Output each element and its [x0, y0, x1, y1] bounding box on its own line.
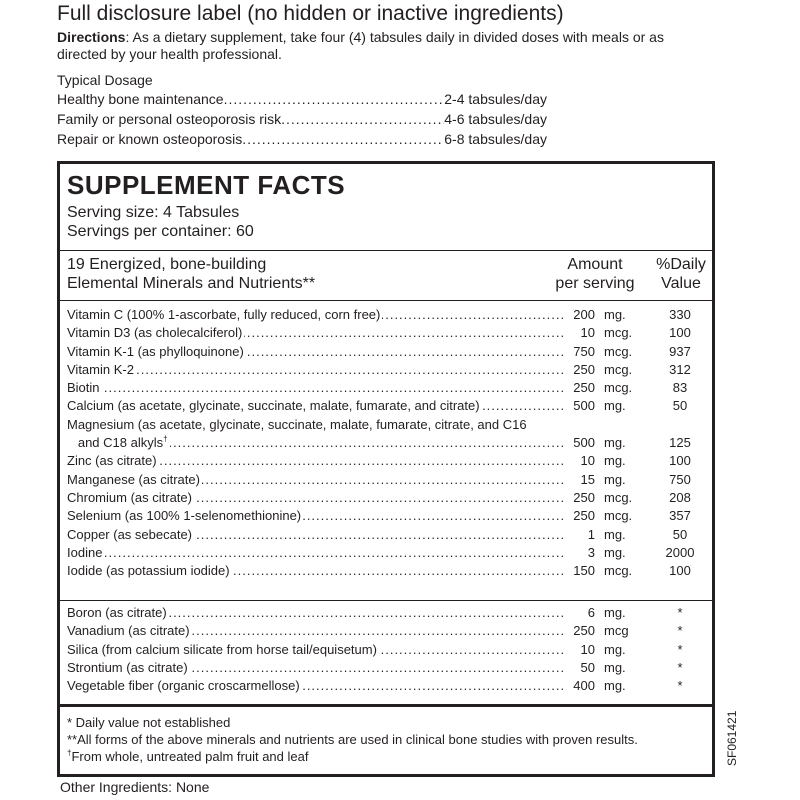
nutrient-row — [67, 677, 707, 695]
nutrient-amount: 250 — [564, 489, 595, 507]
nutrient-row — [67, 489, 707, 507]
nutrient-amount: 500 — [564, 434, 595, 452]
nutrient-row — [67, 452, 707, 470]
nutrient-unit: mg. — [604, 678, 626, 694]
nutrient-amount: 500 — [564, 397, 595, 415]
nutrient-unit: mg. — [604, 641, 626, 657]
nutrient-amount: 6 — [564, 604, 595, 622]
column-header-line: Amount — [567, 256, 623, 273]
nutrient-amount: 10 — [564, 324, 595, 342]
nutrient-unit: mg. — [604, 307, 626, 322]
footnote — [67, 748, 638, 765]
product-code — [725, 636, 745, 766]
divider — [60, 250, 712, 251]
nutrient-daily-value: 750 — [669, 471, 691, 487]
nutrient-daily-value: * — [677, 623, 683, 639]
directions-label: Directions — [57, 29, 126, 45]
nutrient-name: Vitamin K-1 (as phylloquinone) — [67, 343, 246, 361]
nutrient-row — [67, 306, 707, 324]
label-title: Full disclosure label (no hidden or inactive ingredients) — [57, 2, 564, 25]
dosage-value: 2-4 tabsules/day — [444, 91, 547, 107]
nutrient-unit: mcg. — [604, 343, 633, 359]
nutrient-name: Silica (from calcium silicate from horse tail/equisetum) — [67, 641, 379, 659]
nutrient-name: Manganese (as citrate) — [67, 471, 202, 489]
footnote: * Daily value not established — [67, 715, 231, 730]
nutrient-daily-value: * — [677, 659, 683, 675]
divider — [60, 300, 712, 301]
column-header-line: %Daily — [656, 256, 706, 273]
nutrient-unit: mg. — [604, 544, 626, 560]
footnotes — [67, 714, 638, 765]
nutrient-unit: mcg. — [604, 361, 633, 377]
nutrient-name-continued — [67, 434, 170, 452]
nutrient-amount: 250 — [564, 379, 595, 397]
column-header-daily-value — [650, 255, 712, 293]
nutrient-unit: mg. — [604, 526, 626, 542]
nutrient-row — [67, 526, 707, 544]
nutrient-amount: 150 — [564, 562, 595, 580]
nutrient-daily-value: 100 — [669, 325, 691, 341]
nutrient-row — [67, 397, 707, 415]
nutrient-amount: 10 — [564, 641, 595, 659]
footnote: **All forms of the above minerals and nutrients are used in clinical bone studies with proven results. — [67, 732, 638, 747]
nutrient-amount: 3 — [564, 544, 595, 562]
nutrient-row — [67, 361, 707, 379]
nutrient-row — [67, 471, 707, 489]
nutrient-daily-value: 125 — [669, 435, 691, 451]
nutrient-name: Boron (as citrate) — [67, 604, 169, 622]
nutrient-daily-value: 357 — [669, 508, 691, 524]
dosage-label: Healthy bone maintenance — [57, 91, 224, 107]
nutrient-amount: 250 — [564, 622, 595, 640]
nutrient-row — [67, 507, 707, 525]
nutrient-daily-value: * — [677, 605, 683, 620]
nutrient-unit: mg. — [604, 471, 626, 487]
nutrient-name: Copper (as sebecate) — [67, 526, 194, 544]
nutrient-row — [67, 379, 707, 397]
dosage-value: 4-6 tabsules/day — [444, 111, 547, 127]
nutrient-row — [67, 324, 707, 342]
nutrient-unit: mg. — [604, 453, 626, 469]
nutrient-row — [67, 562, 707, 580]
nutrient-name: Vitamin C (100% 1-ascorbate, fully reduced, corn free) — [67, 306, 382, 324]
nutrient-name: Vanadium (as citrate) — [67, 622, 192, 640]
dosage-row — [57, 109, 547, 129]
column-header-line: Elemental Minerals and Nutrients** — [67, 275, 316, 292]
column-header-amount — [550, 255, 640, 293]
nutrient-row — [67, 544, 707, 562]
product-code-text: SF061421 — [725, 710, 739, 766]
nutrient-unit: mg. — [604, 605, 626, 620]
nutrient-name: Vegetable fiber (organic croscarmellose) — [67, 677, 302, 695]
nutrient-name: Zinc (as citrate) — [67, 452, 159, 470]
column-header-line: 19 Energized, bone-building — [67, 256, 267, 273]
nutrient-amount: 10 — [564, 452, 595, 470]
nutrient-name: Vitamin D3 (as cholecalciferol) — [67, 324, 244, 342]
nutrient-unit: mg. — [604, 435, 626, 451]
supplement-facts-panel — [57, 161, 715, 777]
nutrient-row — [67, 659, 707, 677]
nutrient-amount: 50 — [564, 659, 595, 677]
nutrient-name-line2: and C18 alkyls — [77, 435, 164, 451]
nutrient-amount: 1 — [564, 526, 595, 544]
nutrient-name: Calcium (as acetate, glycinate, succinate, malate, fumarate, and citrate) — [67, 397, 482, 415]
column-header-line: Value — [661, 275, 701, 292]
nutrient-row — [67, 622, 707, 640]
nutrient-daily-value: * — [677, 641, 683, 657]
nutrient-daily-value: 83 — [672, 380, 688, 396]
servings-per-container: Servings per container: 60 — [67, 223, 254, 240]
nutrient-amount: 400 — [564, 677, 595, 695]
nutrient-amount: 750 — [564, 343, 595, 361]
nutrient-daily-value: 50 — [672, 526, 688, 542]
nutrient-name: Iodide (as potassium iodide) — [67, 562, 232, 580]
nutrient-name: Magnesium (as acetate, glycinate, succinate, malate, fumarate, citrate, and C16 — [67, 416, 529, 434]
dosage-heading: Typical Dosage — [57, 72, 153, 88]
nutrient-unit: mcg — [604, 623, 629, 639]
nutrient-row — [67, 416, 707, 453]
dosage-row — [57, 129, 547, 149]
nutrient-name: Chromium (as citrate) — [67, 489, 194, 507]
nutrient-daily-value: 208 — [669, 489, 691, 505]
nutrient-daily-value: 100 — [669, 453, 691, 469]
dosage-row — [57, 89, 547, 109]
nutrient-unit: mcg. — [604, 508, 633, 524]
column-header-nutrients — [67, 255, 315, 293]
nutrient-list — [67, 306, 707, 580]
nutrient-daily-value: 937 — [669, 343, 691, 359]
directions-text — [57, 29, 717, 63]
nutrient-name: Biotin — [67, 379, 102, 397]
nutrient-daily-value: 2000 — [665, 544, 695, 560]
nutrient-name: Vitamin K-2 — [67, 361, 136, 379]
serving-size: Serving size: 4 Tabsules — [67, 204, 240, 221]
column-header-line: per serving — [555, 275, 635, 292]
nutrient-daily-value: 100 — [669, 563, 691, 579]
nutrient-daily-value: 50 — [672, 398, 688, 414]
nutrient-amount: 200 — [564, 306, 595, 324]
nutrient-amount: 250 — [564, 361, 595, 379]
nutrient-daily-value: 312 — [669, 361, 691, 377]
nutrient-unit: mcg. — [604, 380, 633, 396]
dosage-label: Repair or known osteoporosis — [57, 131, 243, 147]
nutrient-row — [67, 641, 707, 659]
serving-info — [67, 203, 254, 241]
other-nutrient-list — [67, 604, 707, 695]
nutrient-amount: 15 — [564, 471, 595, 489]
dagger-mark: † — [67, 748, 72, 758]
dosage-label: Family or personal osteoporosis risk — [57, 111, 282, 127]
facts-title: SUPPLEMENT FACTS — [67, 170, 346, 200]
divider — [60, 704, 712, 707]
nutrient-daily-value: * — [677, 678, 683, 694]
nutrient-unit: mcg. — [604, 563, 633, 579]
nutrient-row — [67, 343, 707, 361]
directions-body: : As a dietary supplement, take four (4) tabsules daily in divided doses with meals or as directed by your health professional. — [57, 29, 664, 62]
nutrient-unit: mcg. — [604, 325, 633, 341]
nutrient-amount: 250 — [564, 507, 595, 525]
nutrient-unit: mcg. — [604, 489, 633, 505]
nutrient-unit: mg. — [604, 659, 626, 675]
nutrient-name: Iodine — [67, 544, 104, 562]
typical-dosage — [57, 71, 547, 149]
nutrient-unit: mg. — [604, 398, 626, 414]
nutrient-name: Strontium (as citrate) — [67, 659, 190, 677]
nutrient-row — [67, 604, 707, 622]
dagger-mark: † — [163, 434, 168, 444]
dosage-value: 6-8 tabsules/day — [444, 131, 547, 147]
nutrient-name: Selenium (as 100% 1-selenomethionine) — [67, 507, 303, 525]
nutrient-daily-value: 330 — [669, 307, 691, 322]
divider — [60, 600, 712, 601]
footnote-text: From whole, untreated palm fruit and leaf — [71, 749, 309, 764]
other-ingredients: Other Ingredients: None — [60, 779, 210, 795]
